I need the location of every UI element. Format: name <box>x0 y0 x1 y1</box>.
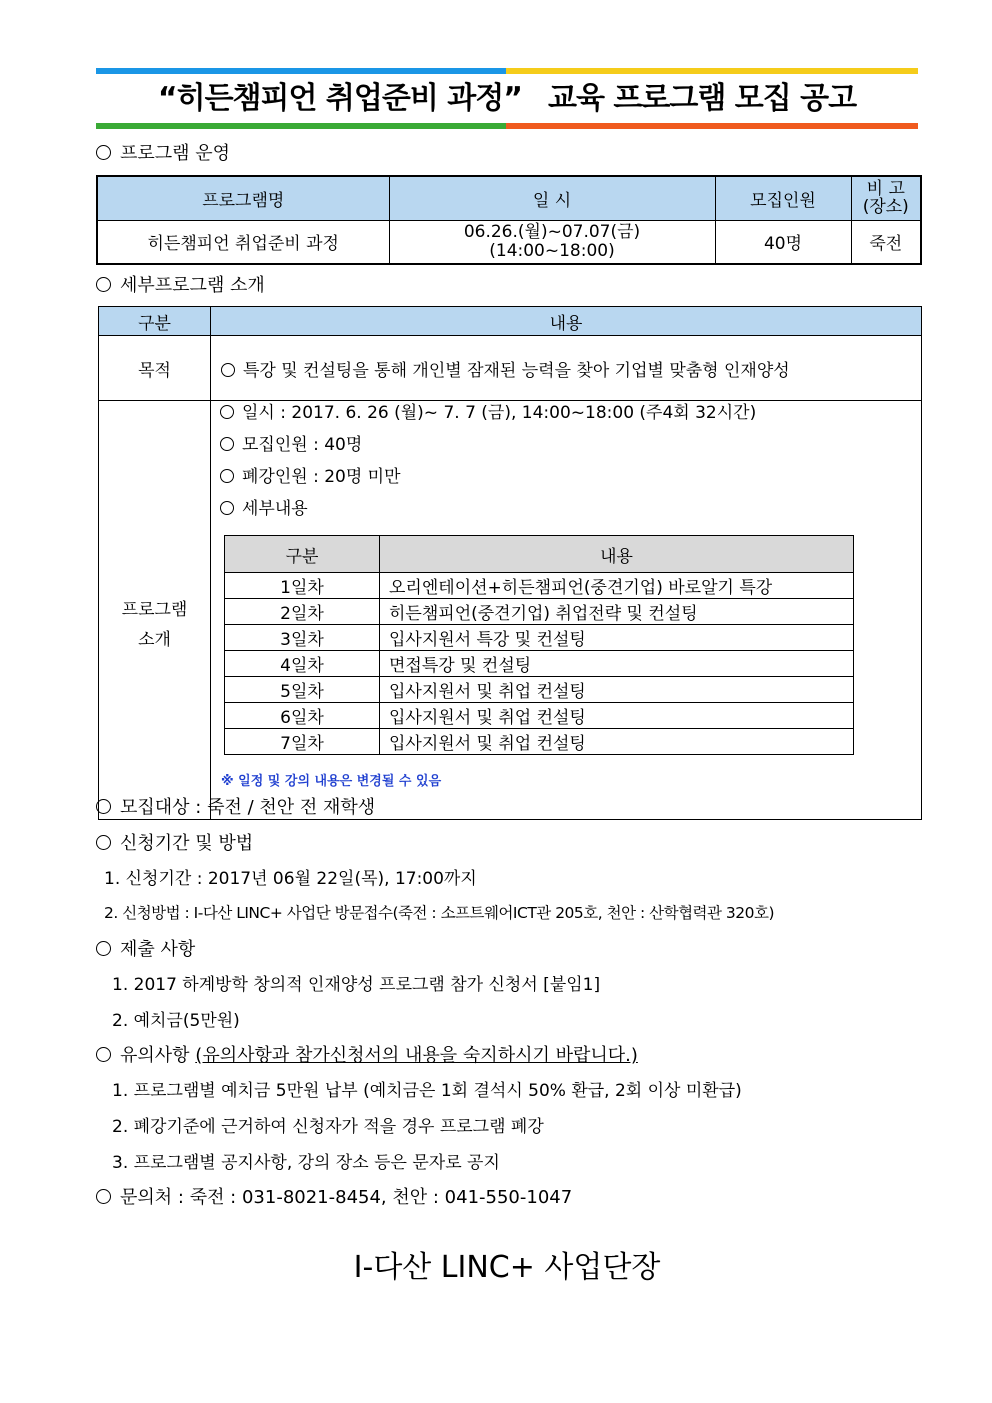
cell-day-content: 입사지원서 특강 및 컨설팅 <box>380 625 854 651</box>
application-period: 1. 신청기간 : 2017년 06월 22일(목), 17:00까지 <box>104 869 477 889</box>
cell-day-content: 오리엔테이션+히든챔피언(중견기업) 바로알기 특강 <box>380 573 854 599</box>
application-method: 2. 신청방법 : I-다산 LINC+ 사업단 방문접수(죽전 : 소프트웨어ICT관 205호, 천안 : 산학협력관 320호) <box>104 904 775 922</box>
table-row <box>225 651 854 677</box>
header-day: 구분 <box>225 536 380 573</box>
cell-day-content: 입사지원서 및 취업 컨설팅 <box>380 703 854 729</box>
cell-day: 6일차 <box>225 703 380 729</box>
table-header-row <box>99 307 922 336</box>
circle-bullet-icon <box>221 363 235 377</box>
table-row <box>225 703 854 729</box>
circle-bullet-icon <box>96 941 111 956</box>
contact-line: 문의처 : 죽전 : 031-8021-8454, 천안 : 041-550-1047 <box>96 1186 572 1210</box>
program-bullet-capacity: 모집인원 : 40명 <box>220 434 362 456</box>
header-bar-green <box>96 123 506 129</box>
cell-day-content: 히든챔피언(중견기업) 취업전략 및 컨설팅 <box>380 599 854 625</box>
caution-item-2: 2. 폐강기준에 근거하여 신청자가 적을 경우 프로그램 폐강 <box>112 1117 544 1137</box>
circle-bullet-icon <box>96 835 111 850</box>
section-program-operation-heading: 프로그램 운영 <box>96 142 230 166</box>
cell-day-content: 입사지원서 및 취업 컨설팅 <box>380 729 854 755</box>
program-bullet-date: 일시 : 2017. 6. 26 (월)~ 7. 7 (금), 14:00~18:00 (주4회 32시간) <box>220 402 756 424</box>
cell-purpose-text: 특강 및 컨설팅을 통해 개인별 잠재된 능력을 찾아 기업별 맞춤형 인재양성 <box>211 336 922 401</box>
page-title <box>96 78 918 120</box>
table-row-purpose <box>99 336 922 401</box>
table-row <box>225 625 854 651</box>
table-header-row <box>97 176 921 220</box>
circle-bullet-icon <box>220 501 234 515</box>
circle-bullet-icon <box>220 437 234 451</box>
program-bullet-cancel: 폐강인원 : 20명 미만 <box>220 466 401 488</box>
section-detail-program-heading: 세부프로그램 소개 <box>96 274 265 298</box>
footer-signature: I-다산 LINC+ 사업단장 <box>353 1250 661 1285</box>
table-row <box>225 599 854 625</box>
table-row <box>225 677 854 703</box>
schedule-table <box>224 535 854 755</box>
header-program-name: 프로그램명 <box>97 176 389 220</box>
header-date: 일 시 <box>389 176 715 220</box>
header-bar-blue <box>96 68 506 74</box>
cell-day: 7일차 <box>225 729 380 755</box>
header-capacity: 모집인원 <box>715 176 851 220</box>
cell-capacity: 40명 <box>715 220 851 264</box>
header-bar-orange <box>506 123 918 129</box>
cell-purpose-label: 목적 <box>99 336 211 401</box>
table-row <box>225 573 854 599</box>
cell-program-label: 프로그램 소개 <box>99 401 211 820</box>
circle-bullet-icon <box>96 145 111 160</box>
cell-day: 2일차 <box>225 599 380 625</box>
cell-day: 5일차 <box>225 677 380 703</box>
submission-item-1: 1. 2017 하계방학 창의적 인재양성 프로그램 참가 신청서 [붙임1] <box>112 975 601 995</box>
cell-program-name: 히든챔피언 취업준비 과정 <box>97 220 389 264</box>
title-rest: 교육 프로그램 모집 공고 <box>547 81 857 116</box>
header-day-content: 내용 <box>380 536 854 573</box>
table-header-row <box>225 536 854 573</box>
circle-bullet-icon <box>96 277 111 292</box>
circle-bullet-icon <box>220 405 234 419</box>
circle-bullet-icon <box>96 1189 111 1204</box>
target-line: 모집대상 : 죽전 / 천안 전 재학생 <box>96 796 375 820</box>
cell-day: 4일차 <box>225 651 380 677</box>
cell-date: 06.26.(월)~07.07(금) (14:00~18:00) <box>389 220 715 264</box>
header-category: 구분 <box>99 307 211 336</box>
program-bullet-details: 세부내용 <box>220 498 308 520</box>
submission-item-2: 2. 예치금(5만원) <box>112 1011 240 1031</box>
title-quote: “히든챔피언 취업준비 과정” <box>157 81 522 116</box>
caution-item-1: 1. 프로그램별 예치금 5만원 납부 (예치금은 1회 결석시 50% 환급, 2회 이상 미환급) <box>112 1081 742 1101</box>
cell-day: 3일차 <box>225 625 380 651</box>
cell-day-content: 입사지원서 및 취업 컨설팅 <box>380 677 854 703</box>
header-note: 비 고 (장소) <box>851 176 921 220</box>
table-row <box>225 729 854 755</box>
schedule-change-note: ※ 일정 및 강의 내용은 변경될 수 있음 <box>221 774 442 789</box>
caution-item-3: 3. 프로그램별 공지사항, 강의 장소 등은 문자로 공지 <box>112 1153 500 1173</box>
submission-heading: 제출 사항 <box>96 938 195 962</box>
cell-day: 1일차 <box>225 573 380 599</box>
application-heading: 신청기간 및 방법 <box>96 832 253 856</box>
header-bar-yellow <box>506 68 918 74</box>
circle-bullet-icon <box>220 469 234 483</box>
caution-heading-note: (유의사항과 참가신청서의 내용을 숙지하시기 바랍니다.) <box>195 1045 638 1066</box>
program-operation-table <box>96 175 922 265</box>
circle-bullet-icon <box>96 1047 111 1062</box>
cell-place: 죽전 <box>851 220 921 264</box>
table-row <box>97 220 921 264</box>
header-content: 내용 <box>211 307 922 336</box>
cell-day-content: 면접특강 및 컨설팅 <box>380 651 854 677</box>
circle-bullet-icon <box>96 799 111 814</box>
caution-heading: 유의사항 (유의사항과 참가신청서의 내용을 숙지하시기 바랍니다.) <box>96 1044 638 1068</box>
